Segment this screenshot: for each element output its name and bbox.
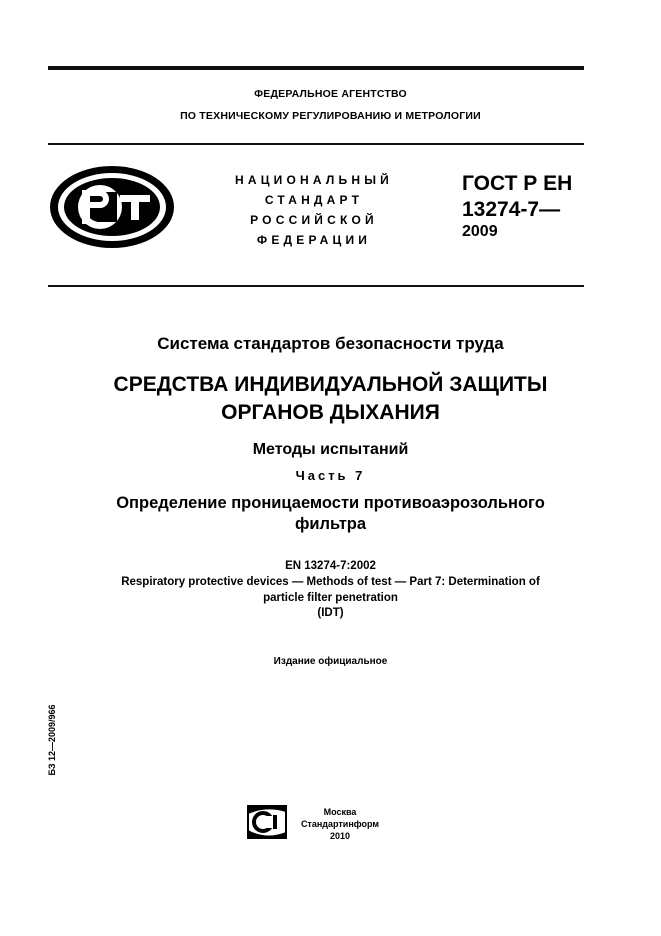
agency-line-1: ФЕДЕРАЛЬНОЕ АГЕНТСТВО [254,88,407,100]
original-title-line-2: particle filter penetration [263,592,398,604]
edition-note: Издание официальное [273,656,388,667]
standard-type-line-4: ФЕДЕРАЦИИ [256,233,372,247]
header-bottom-rule [48,285,584,287]
publisher-city: Москва [323,807,357,817]
side-note: БЗ 12—2009/966 [47,704,57,776]
designation-line-2: 13274-7— [462,198,561,221]
gost-logo-icon [48,164,176,250]
methods-title: Методы испытаний [252,441,409,458]
original-degree: (IDT) [317,607,344,619]
standard-type-line-3: РОССИЙСКОЙ [250,213,378,227]
publisher-logo [246,804,288,845]
original-title-line-1: Respiratory protective devices — Methods of test — Part 7: Determination of [121,576,540,588]
designation-year: 2009 [462,223,498,240]
designation-line-1: ГОСТ Р ЕН [462,172,573,195]
part-title: Часть 7 [295,468,366,483]
publisher-logo-icon [246,804,288,840]
header-top-rule [48,143,584,145]
original-code: EN 13274-7:2002 [285,560,376,572]
standard-type-line-1: НАЦИОНАЛЬНЫЙ [234,173,394,187]
subject-title-line-1: Определение проницаемости противоаэрозольного [116,494,545,512]
standard-type-line-2: СТАНДАРТ [264,193,364,207]
publisher-name: Стандартинформ [300,819,380,829]
publisher-year: 2010 [329,831,351,841]
main-title-line-1: СРЕДСТВА ИНДИВИДУАЛЬНОЙ ЗАЩИТЫ [113,373,548,396]
system-title: Система стандартов безопасности труда [157,334,504,353]
top-rule [48,66,584,70]
main-title-line-2: ОРГАНОВ ДЫХАНИЯ [221,401,440,424]
agency-line-2: ПО ТЕХНИЧЕСКОМУ РЕГУЛИРОВАНИЮ И МЕТРОЛОГИИ [180,110,481,122]
subject-title-line-2: фильтра [294,515,367,533]
gost-logo [48,164,176,255]
